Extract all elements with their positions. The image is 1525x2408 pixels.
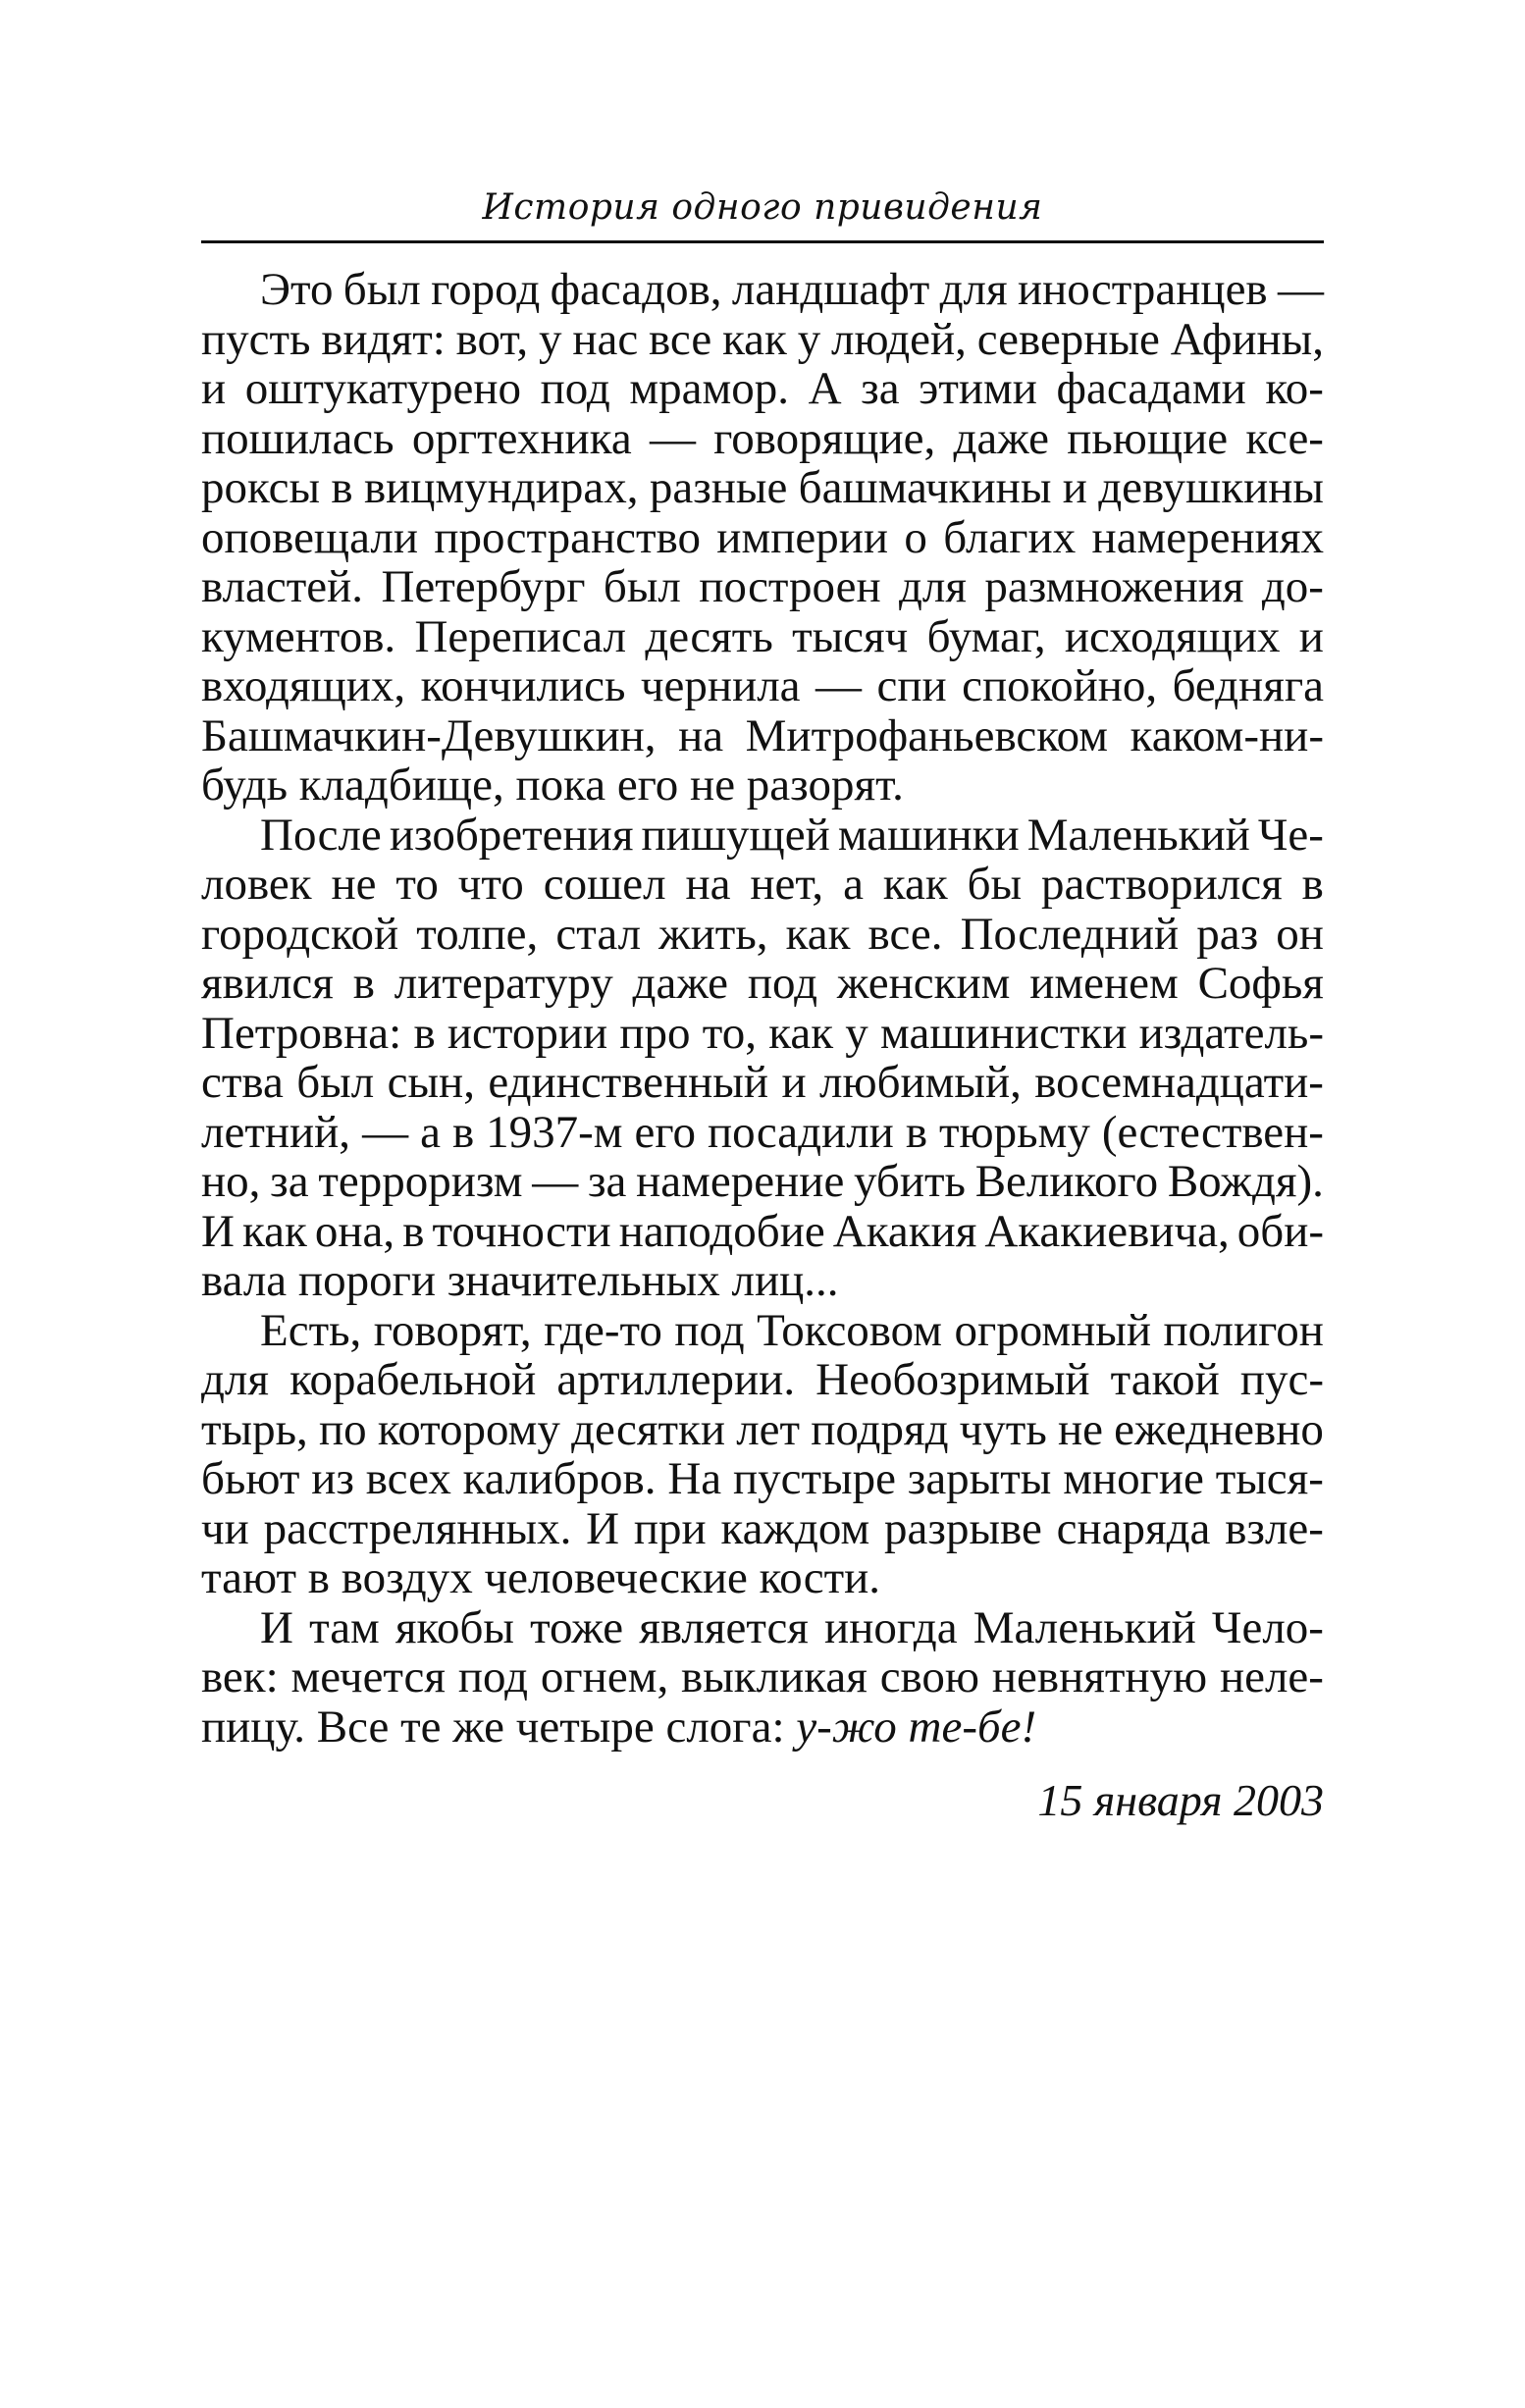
word: Переписал — [414, 610, 627, 662]
text-line — [201, 1405, 1324, 1455]
word: Необозримый — [815, 1354, 1090, 1405]
word: оштукатурено — [244, 363, 522, 414]
word: невнятную — [991, 1651, 1208, 1702]
word: издатель- — [1138, 1007, 1324, 1059]
text-line — [201, 265, 1324, 315]
text-line — [201, 959, 1324, 1009]
word: — — [1277, 264, 1324, 315]
word: пусть — [201, 313, 311, 365]
word: которому — [377, 1403, 560, 1455]
text-line — [201, 612, 1324, 662]
word: (естествен- — [1101, 1106, 1324, 1158]
text-line — [201, 1058, 1324, 1108]
word: девушкины — [1098, 462, 1324, 513]
text-line — [201, 1504, 1324, 1554]
word: в — [352, 958, 375, 1009]
text-line — [201, 1702, 1324, 1753]
word: машинки — [837, 809, 1020, 861]
word: А — [808, 363, 842, 414]
word: — — [362, 1106, 409, 1158]
word: за — [270, 1156, 309, 1207]
word: жить, — [658, 908, 768, 960]
word: при — [633, 1502, 707, 1554]
word: у — [797, 313, 821, 365]
word: бумаг, — [926, 610, 1046, 662]
word: И — [201, 1205, 235, 1257]
word: даже — [632, 958, 729, 1009]
word: в — [1301, 859, 1324, 910]
word: калибров. — [462, 1453, 657, 1504]
word: Великого — [974, 1156, 1159, 1207]
word: снаряда — [1056, 1502, 1211, 1554]
text-line — [201, 1355, 1324, 1405]
word: Есть, — [260, 1304, 362, 1356]
text-line-content: будь кладбище, пока его не разорят. — [201, 759, 904, 811]
word: все. — [868, 908, 943, 960]
word: разные — [649, 462, 788, 513]
word: каждом — [720, 1502, 870, 1554]
word: намерениях — [1091, 511, 1324, 563]
word: литературу — [394, 958, 613, 1009]
word: чернила — [640, 660, 801, 711]
word: ежедневно — [1114, 1403, 1324, 1455]
text-line — [201, 1553, 1324, 1603]
text-line — [201, 760, 1324, 811]
text-line — [201, 860, 1324, 910]
word: оргтехника — [411, 412, 632, 464]
word: машинистки — [880, 1007, 1128, 1059]
word: Акакиевича, — [984, 1205, 1230, 1257]
word: из — [311, 1453, 354, 1504]
word: был — [342, 264, 421, 315]
word: неле- — [1219, 1651, 1324, 1702]
word: мрамор. — [629, 363, 790, 414]
word: в — [331, 462, 353, 513]
word: для — [899, 561, 968, 612]
word: изобретения — [389, 809, 634, 861]
word: город — [431, 264, 541, 315]
word: он — [1276, 908, 1324, 960]
word: для — [939, 264, 1008, 315]
word: толпе, — [416, 908, 539, 960]
word: ксе- — [1245, 412, 1324, 464]
word: иногда — [824, 1601, 958, 1653]
word: растворился — [1041, 859, 1283, 910]
word: Афины, — [1170, 313, 1324, 365]
word: что — [457, 859, 524, 910]
word: тоже — [530, 1601, 624, 1653]
word: даже — [953, 412, 1049, 464]
header-rule — [201, 240, 1324, 243]
word: лет — [736, 1403, 801, 1455]
word: для — [201, 1354, 269, 1405]
word: пишущей — [641, 809, 830, 861]
word: и — [781, 1057, 807, 1108]
word: до- — [1261, 561, 1324, 612]
word: 1937-м — [486, 1106, 623, 1158]
word: ловек — [201, 859, 312, 910]
word: оповещали — [201, 511, 419, 563]
word: всех — [365, 1453, 451, 1504]
word: башмачкины — [798, 462, 1052, 513]
word: бы — [967, 859, 1023, 910]
word: и — [1062, 462, 1087, 513]
word: на — [685, 859, 731, 910]
word: на — [678, 709, 724, 761]
word: фасадов, — [550, 264, 722, 315]
word: и — [1298, 610, 1324, 662]
word: Токсовом — [757, 1304, 943, 1356]
word: под — [674, 1304, 745, 1356]
word: разрыве — [884, 1502, 1042, 1554]
word: как — [882, 859, 948, 910]
word: расстрелянных. — [263, 1502, 572, 1554]
word: говорят, — [373, 1304, 532, 1356]
word: за — [587, 1156, 627, 1207]
paragraph — [201, 265, 1324, 811]
word: построен — [699, 561, 881, 612]
text-line — [201, 1256, 1324, 1306]
word: то, — [702, 1007, 757, 1059]
word: якобы — [394, 1601, 514, 1653]
word: — — [649, 412, 696, 464]
word: тюрьму — [939, 1106, 1090, 1158]
word: людей, — [831, 313, 967, 365]
word: она, — [314, 1205, 395, 1257]
word: век: — [201, 1651, 279, 1702]
word: огромный — [954, 1304, 1152, 1356]
word: за — [861, 363, 900, 414]
text-line — [201, 562, 1324, 612]
word: И — [586, 1502, 620, 1554]
word: бьют — [201, 1453, 300, 1504]
text-line — [201, 315, 1324, 365]
word: у — [845, 1007, 868, 1059]
word: по — [318, 1403, 367, 1455]
word: иностранцев — [1017, 264, 1268, 315]
word: корабельной — [289, 1354, 537, 1405]
word: вицмундирах, — [363, 462, 639, 513]
word: спокойно, — [962, 660, 1158, 711]
word: в — [402, 1205, 425, 1257]
word: но, — [201, 1156, 261, 1207]
word: то — [395, 859, 439, 910]
word: роксы — [201, 462, 321, 513]
word: благих — [943, 511, 1077, 563]
word: ства — [201, 1057, 284, 1108]
word: спи — [876, 660, 947, 711]
word: Митрофаньевском — [745, 709, 1109, 761]
word: северные — [976, 313, 1160, 365]
word: пошилась — [201, 412, 394, 464]
word: раз — [1196, 908, 1259, 960]
word: терроризм — [318, 1156, 523, 1207]
word: стал — [555, 908, 642, 960]
word: — — [815, 660, 863, 711]
running-head: История одного привидения — [482, 187, 1043, 228]
word: там — [309, 1601, 380, 1653]
text-line-content: тают в воздух человеческие кости. — [201, 1552, 881, 1603]
word: выкликая — [681, 1651, 868, 1702]
word: свою — [879, 1651, 980, 1702]
word: пус- — [1239, 1354, 1324, 1405]
word: каком-ни- — [1130, 709, 1324, 761]
text-line — [201, 1108, 1324, 1158]
word: где-то — [544, 1304, 662, 1356]
word: оби- — [1236, 1205, 1324, 1257]
word: тысяч — [792, 610, 909, 662]
word: в — [413, 1007, 436, 1059]
paragraph — [201, 1306, 1324, 1603]
word: нас — [572, 313, 639, 365]
word: Последний — [960, 908, 1180, 960]
word: восемнадцати- — [1034, 1057, 1324, 1108]
word: пьющие — [1067, 412, 1229, 464]
word: чуть — [959, 1403, 1047, 1455]
word: артиллерии. — [556, 1354, 796, 1405]
word: любимый, — [819, 1057, 1022, 1108]
word: ландшафт — [731, 264, 930, 315]
word: под — [457, 1651, 529, 1702]
word: как — [785, 908, 851, 960]
word: истории — [447, 1007, 608, 1059]
word: все — [649, 313, 712, 365]
word: пространство — [434, 511, 701, 563]
word: фасадами — [1056, 363, 1246, 414]
word: городской — [201, 908, 399, 960]
word: Акакия — [832, 1205, 977, 1257]
word: десять — [645, 610, 773, 662]
word: десятки — [571, 1403, 726, 1455]
text-line — [201, 1009, 1324, 1059]
word: не — [1057, 1403, 1103, 1455]
word: кончились — [420, 660, 626, 711]
word: размножения — [984, 561, 1244, 612]
text-line-content: пицу. Все те же четыре слога: — [201, 1701, 797, 1753]
word: под — [540, 363, 610, 414]
word: наподобие — [618, 1205, 825, 1257]
word: был — [296, 1057, 375, 1108]
text-line — [201, 463, 1324, 513]
word: входящих, — [201, 660, 406, 711]
text-line — [201, 711, 1324, 761]
word: как — [722, 313, 787, 365]
word: властей. — [201, 561, 364, 612]
word: и — [201, 363, 227, 414]
word: полигон — [1163, 1304, 1324, 1356]
text-line — [201, 1652, 1324, 1702]
paragraph — [201, 811, 1324, 1306]
word: убить — [854, 1156, 966, 1207]
body-text — [201, 265, 1324, 1752]
text-line — [201, 1603, 1324, 1653]
text-line — [201, 1306, 1324, 1356]
word: сын, — [387, 1057, 475, 1108]
word: Петровна: — [201, 1007, 402, 1059]
paragraph — [201, 1603, 1324, 1753]
word: не — [331, 859, 377, 910]
word: как — [242, 1205, 307, 1257]
word: является — [639, 1601, 809, 1653]
italic-phrase: у-жо те-бе! — [796, 1701, 1037, 1753]
word: Че- — [1257, 809, 1324, 861]
word: зарыты — [907, 1453, 1052, 1504]
word: огнем, — [540, 1651, 669, 1702]
word: империи — [716, 511, 889, 563]
word: а — [420, 1106, 441, 1158]
word: видят: — [321, 313, 446, 365]
word: в — [905, 1106, 928, 1158]
text-line — [201, 513, 1324, 563]
word: у — [538, 313, 562, 365]
word: исходящих — [1064, 610, 1281, 662]
word: а — [843, 859, 864, 910]
word: бедняга — [1172, 660, 1324, 711]
text-line-content: вала пороги значительных лиц... — [201, 1255, 839, 1306]
word: тыся- — [1215, 1453, 1324, 1504]
text-line — [201, 910, 1324, 960]
word: После — [260, 809, 382, 861]
date-signature: 15 января 2003 — [1037, 1775, 1324, 1825]
word: Маленький — [973, 1601, 1196, 1653]
word: Это — [260, 264, 334, 315]
word: летний, — [201, 1106, 351, 1158]
text-line — [201, 1157, 1324, 1207]
word: женским — [836, 958, 1011, 1009]
word: единственный — [488, 1057, 769, 1108]
word: тырь, — [201, 1403, 308, 1455]
word: На — [667, 1453, 722, 1504]
word: про — [619, 1007, 691, 1059]
word: его — [634, 1106, 697, 1158]
text-line — [201, 1454, 1324, 1504]
word: нет, — [750, 859, 824, 910]
word: именем — [1029, 958, 1179, 1009]
word: говорящие, — [713, 412, 936, 464]
word: посадили — [708, 1106, 894, 1158]
word: чи — [201, 1502, 249, 1554]
word: под — [747, 958, 818, 1009]
word: был — [603, 561, 681, 612]
word: подряд — [811, 1403, 949, 1455]
word: как — [768, 1007, 834, 1059]
word: точности — [432, 1205, 611, 1257]
word: вот, — [455, 313, 529, 365]
word: мечется — [290, 1651, 447, 1702]
word: Башмачкин-Девушкин, — [201, 709, 657, 761]
word: многие — [1063, 1453, 1204, 1504]
text-line — [201, 414, 1324, 464]
word: Чело- — [1211, 1601, 1324, 1653]
text-line — [201, 364, 1324, 414]
text-line — [201, 661, 1324, 711]
word: Петербург — [381, 561, 586, 612]
word: пустыре — [732, 1453, 896, 1504]
word: Маленький — [1026, 809, 1250, 861]
word: такой — [1110, 1354, 1220, 1405]
word: ко- — [1265, 363, 1324, 414]
word: сошел — [543, 859, 666, 910]
word: — — [532, 1156, 579, 1207]
word: кументов. — [201, 610, 396, 662]
word: Вождя). — [1167, 1156, 1324, 1207]
word: И — [260, 1601, 293, 1653]
word: взле- — [1225, 1502, 1324, 1554]
word: в — [451, 1106, 475, 1158]
text-line — [201, 811, 1324, 861]
word: Софья — [1197, 958, 1324, 1009]
word: о — [904, 511, 927, 563]
word: этими — [919, 363, 1037, 414]
word: намерение — [636, 1156, 845, 1207]
text-line — [201, 1207, 1324, 1257]
word: явился — [201, 958, 334, 1009]
